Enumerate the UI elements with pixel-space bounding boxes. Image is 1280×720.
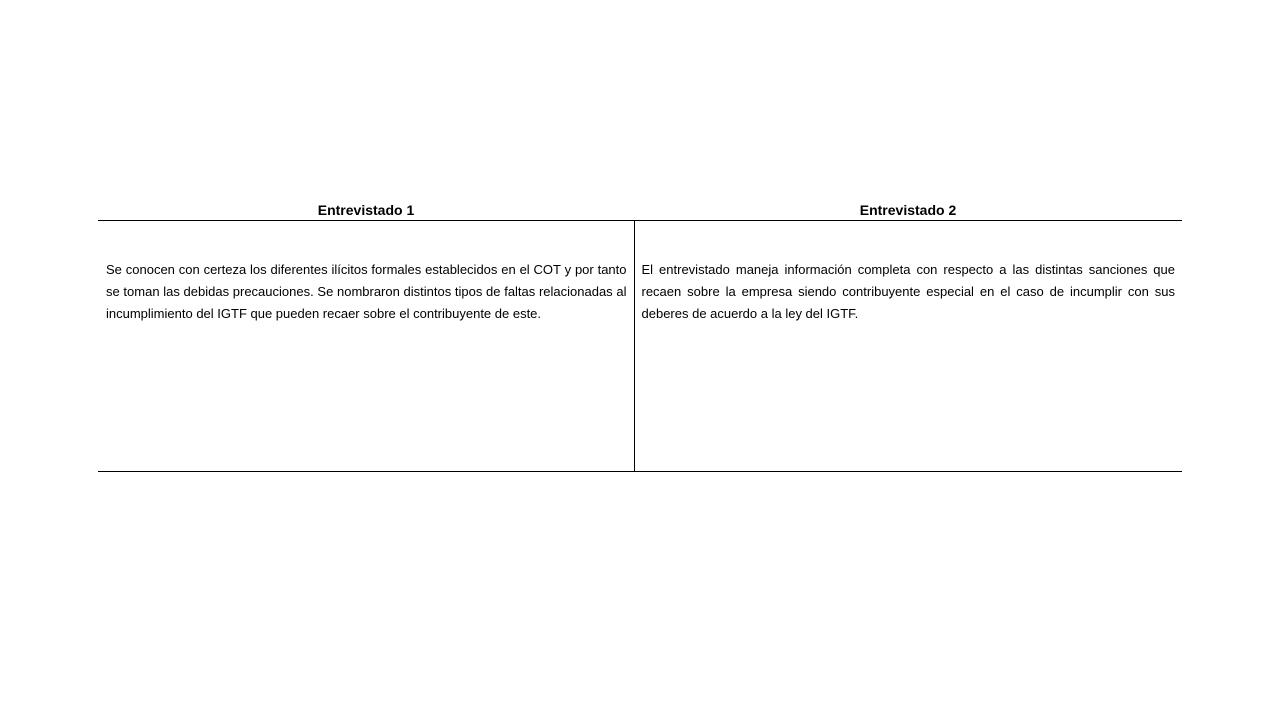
- comparison-table-container: [98, 198, 1182, 472]
- cell-interviewee-2-response: El entrevistado maneja información completa con respecto a las distintas sanciones que recaen sobre la empresa siendo contribuyente especial en el caso de incumplir con sus deberes de acuerdo a la ley del IGTF.: [634, 221, 1182, 472]
- table-header-row: [98, 198, 1182, 221]
- table-row: [98, 221, 1182, 472]
- interview-comparison-table: [98, 198, 1182, 472]
- header-interviewee-1: Entrevistado 1: [98, 198, 634, 221]
- header-interviewee-2: Entrevistado 2: [634, 198, 1182, 221]
- cell-interviewee-1-response: Se conocen con certeza los diferentes ilícitos formales establecidos en el COT y por tanto se toman las debidas precauciones. Se nombraron distintos tipos de faltas relacionadas al incumplimiento del IGTF que pueden recaer sobre el contribuyente de este.: [98, 221, 634, 472]
